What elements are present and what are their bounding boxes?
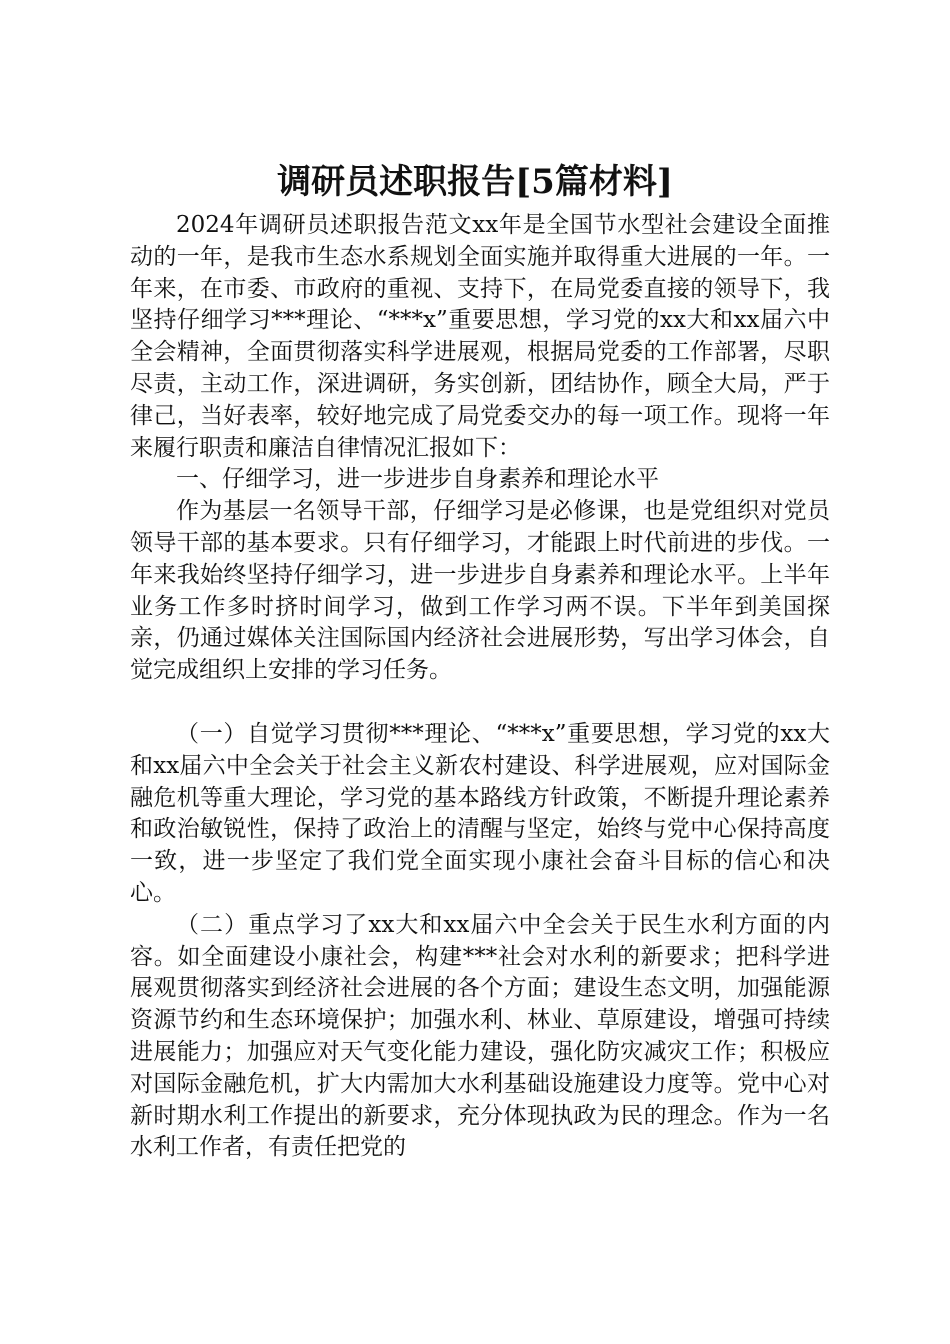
subsection-paragraph-2: （二）重点学习了xx大和xx届六中全会关于民生水利方面的内容。如全面建设小康社会，构建***社会对水利的新要求；把科学进展观贯彻落实到经济社会进展的各个方面；建设生态文明，加强能源资源节约和生态环境保护；加强水利、林业、草原建设，增强可持续进展能力；加强应对天气变化能力建设，强化防灾减灾工作；积极应对国际金融危机，扩大内需加大水利基础设施建设力度等。党中心对新时期水利工作提出的新要求，充分体现执政为民的理念。作为一名水利工作者，有责任把党的 (130, 911, 830, 1161)
document-body (130, 210, 830, 1164)
section-heading: 一、仔细学习，进一步进步自身素养和理论水平 (176, 466, 659, 493)
document-title: 调研员述职报告[5篇材料] (277, 162, 673, 202)
subsection-paragraph-1: （一）自觉学习贯彻***理论、“***x”重要思想，学习党的xx大和xx届六中全会关于社会主义新农村建设、科学进展观，应对国际金融危机等重大理论，学习党的基本路线方针政策，不断提升理论素养和政治敏锐性，保持了政治上的清醒与坚定，始终与党中心保持高度一致，进一步坚定了我们党全面实现小康社会奋斗目标的信心和决心。 (130, 720, 830, 906)
intro-paragraph: 2024年调研员述职报告范文xx年是全国节水型社会建设全面推动的一年，是我市生态水系规划全面实施并取得重大进展的一年。一年来，在市委、市政府的重视、支持下，在局党委直接的领导下，我坚持仔细学习***理论、“***x”重要思想，学习党的xx大和xx届六中全会精神，全面贯彻落实科学进展观，根据局党委的工作部署，尽职尽责，主动工作，深进调研，务实创新，团结协作，顾全大局，严于律己，当好表率，较好地完成了局党委交办的每一项工作。现将一年来履行职责和廉洁自律情况汇报如下： (130, 212, 830, 461)
paragraph-spacer (130, 687, 830, 719)
section-body-paragraph: 作为基层一名领导干部，仔细学习是必修课，也是党组织对党员领导干部的基本要求。只有仔细学习，才能跟上时代前进的步伐。一年来我始终坚持仔细学习，进一步进步自身素养和理论水平。上半年业务工作多时挤时间学习，做到工作学习两不误。下半年到美国探亲，仍通过媒体关注国际国内经济社会进展形势，写出学习体会，自觉完成组织上安排的学习任务。 (130, 498, 830, 684)
